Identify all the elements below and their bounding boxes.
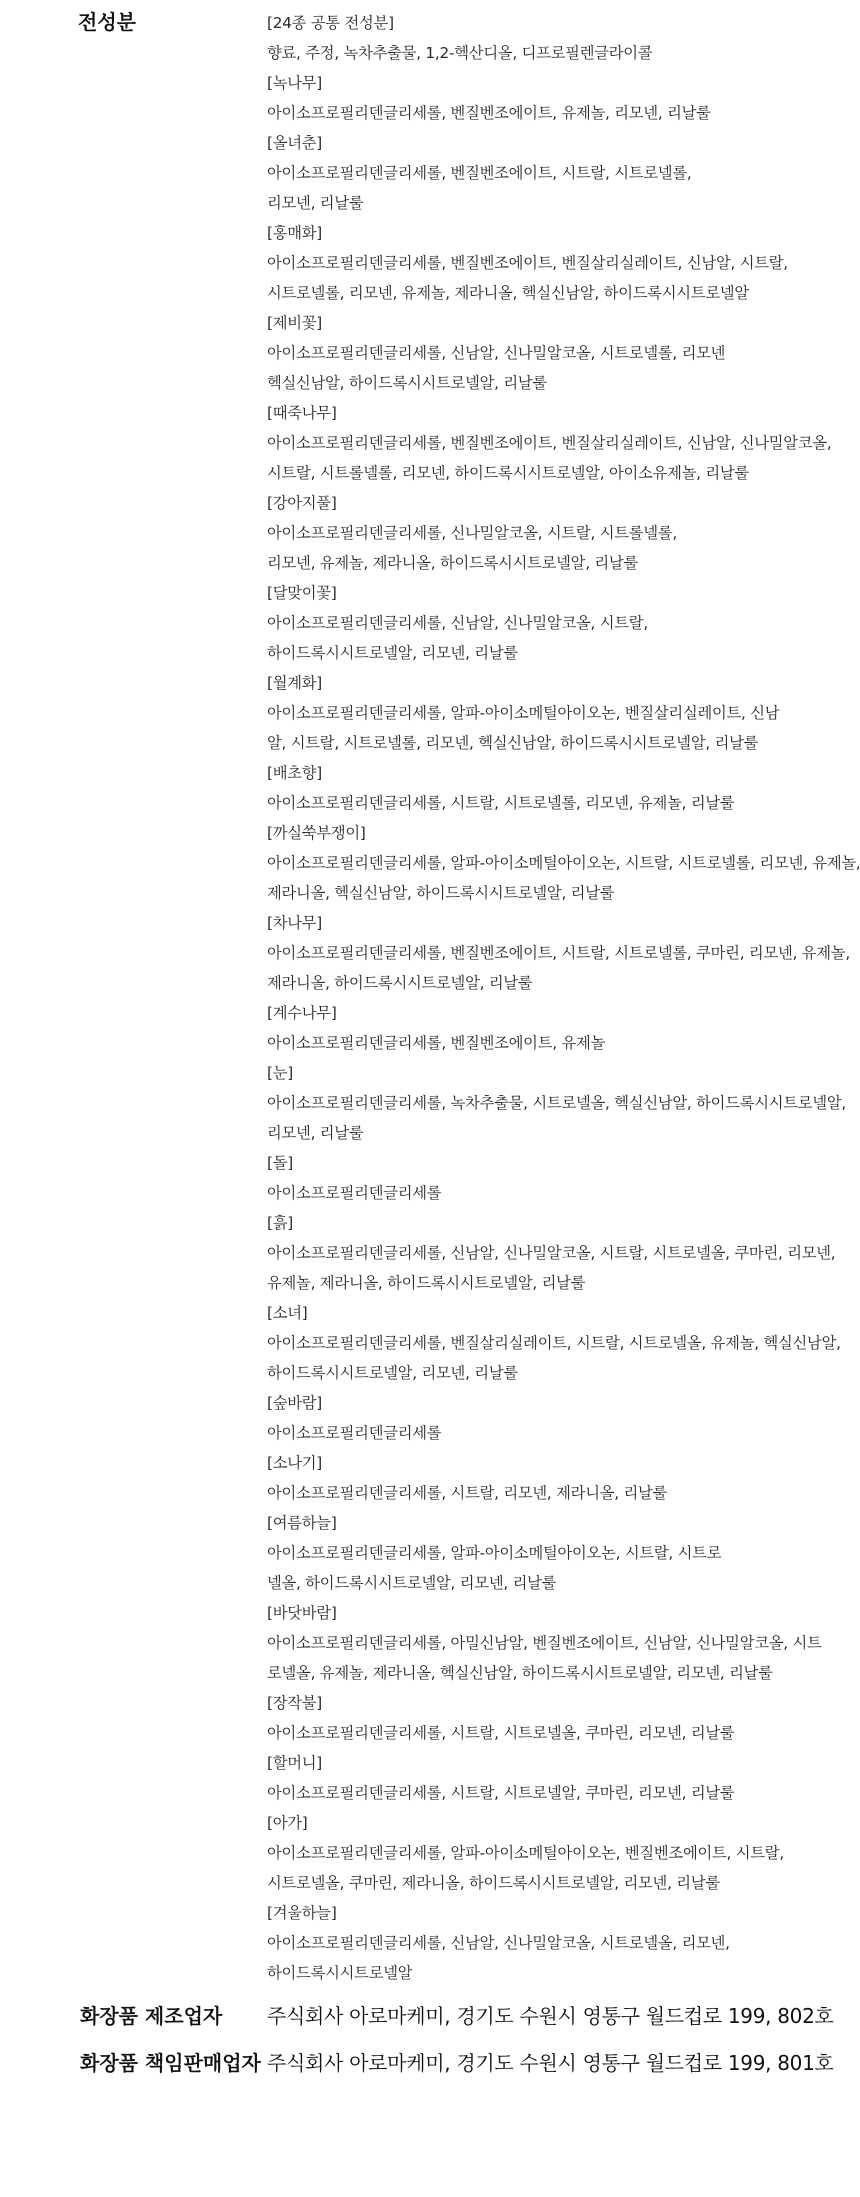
ingredient-group-title: [때죽나무] <box>267 404 337 422</box>
ingredient-line: 아이소프로필리덴글리세롤, 벤질살리실레이트, 시트랄, 시트로넬올, 유제놀, 헥실신남알, <box>267 1334 841 1352</box>
ingredient-line: 아이소프로필리덴글리세롤, 벤질벤조에이트, 벤질살리실레이트, 신남알, 시트랄, <box>267 254 788 272</box>
ingredient-group-title: [겨울하늘] <box>267 1904 337 1922</box>
ingredient-line: 아이소프로필리덴글리세롤, 벤질벤조에이트, 시트랄, 시트로넬롤, <box>267 164 692 182</box>
ingredient-group-title: [소나기] <box>267 1454 323 1472</box>
ingredient-group-title: [월계화] <box>267 674 323 692</box>
ingredient-group-title: [숲바람] <box>267 1394 323 1412</box>
ingredients-label: 전성분 <box>78 10 136 34</box>
ingredient-line: 아이소프로필리덴글리세롤, 시트랄, 시트로넬올, 쿠마린, 리모넨, 리날룰 <box>267 1724 735 1742</box>
ingredient-line: 헥실신남알, 하이드록시시트로넬알, 리날룰 <box>267 374 547 392</box>
ingredient-line: 아이소프로필리덴글리세롤, 알파-아이소메틸아이오논, 벤질살리실레이트, 신남 <box>267 704 780 722</box>
ingredient-line: 로넬올, 유제놀, 제라니올, 헥실신남알, 하이드록시시트로넬알, 리모넨, 리날룰 <box>267 1664 773 1682</box>
ingredient-line: 아이소프로필리덴글리세롤 <box>267 1184 442 1202</box>
ingredient-group-title: [흙] <box>267 1214 293 1232</box>
ingredient-line: 시트로넬롤, 리모넨, 유제놀, 제라니올, 헥실신남알, 하이드록시시트로넬알 <box>267 284 749 302</box>
manufacturer-value: 주식회사 아로마케미, 경기도 수원시 영통구 월드컵로 199, 802호 <box>267 2004 834 2028</box>
ingredient-line: 유제놀, 제라니올, 하이드록시시트로넬알, 리날룰 <box>267 1274 586 1292</box>
ingredient-group-title: [강아지풀] <box>267 494 337 512</box>
ingredient-group-title: [돌] <box>267 1154 293 1172</box>
ingredient-line: 하이드록시시트로넬알, 리모넨, 리날룰 <box>267 644 518 662</box>
ingredient-line: 아이소프로필리덴글리세롤, 벤질벤조에이트, 벤질살리실레이트, 신남알, 신나밀알코올, <box>267 434 832 452</box>
ingredient-group-title: [여름하늘] <box>267 1514 337 1532</box>
ingredient-line: 아이소프로필리덴글리세롤, 벤질벤조에이트, 시트랄, 시트로넬롤, 쿠마린, 리모넨, 유제놀, <box>267 944 850 962</box>
ingredient-group-title: [녹나무] <box>267 74 323 92</box>
ingredient-line: 알, 시트랄, 시트로넬롤, 리모넨, 헥실신남알, 하이드록시시트로넬알, 리날룰 <box>267 734 759 752</box>
ingredient-line: 아이소프로필리덴글리세롤, 신남알, 신나밀알코올, 시트로넬롤, 리모넨 <box>267 344 726 362</box>
ingredient-line: 아이소프로필리덴글리세롤, 녹차추출물, 시트로넬올, 헥실신남알, 하이드록시시트로넬알, <box>267 1094 847 1112</box>
ingredient-line: 제라니올, 헥실신남알, 하이드록시시트로넬알, 리날룰 <box>267 884 615 902</box>
ingredient-line: 아이소프로필리덴글리세롤, 아밀신남알, 벤질벤조에이트, 신남알, 신나밀알코올, 시트 <box>267 1634 822 1652</box>
seller-label: 화장품 책임판매업자 <box>80 2051 261 2075</box>
ingredient-line: 아이소프로필리덴글리세롤, 알파-아이소메틸아이오논, 벤질벤조에이트, 시트랄, <box>267 1844 784 1862</box>
ingredient-group-title: [장작불] <box>267 1694 323 1712</box>
ingredient-group-title: [할머니] <box>267 1754 323 1772</box>
ingredient-group-title: [소녀] <box>267 1304 308 1322</box>
ingredient-line: 시트로넬올, 쿠마린, 제라니올, 하이드록시시트로넬알, 리모넨, 리날룰 <box>267 1874 720 1892</box>
ingredient-group-title: [24종 공통 전성분] <box>267 14 394 32</box>
ingredient-group-title: [바닷바람] <box>267 1604 337 1622</box>
ingredient-group-title: [차나무] <box>267 914 323 932</box>
ingredient-line: 아이소프로필리덴글리세롤, 알파-아이소메틸아이오논, 시트랄, 시트로 <box>267 1544 722 1562</box>
ingredient-line: 하이드록시시트로넬알 <box>267 1964 413 1982</box>
ingredient-line: 아이소프로필리덴글리세롤, 시트랄, 시트로넬롤, 리모넨, 유제놀, 리날룰 <box>267 794 735 812</box>
ingredient-line: 아이소프로필리덴글리세롤, 신남알, 신나밀알코올, 시트랄, 시트로넬올, 쿠마린, 리모넨, <box>267 1244 836 1262</box>
ingredient-line: 아이소프로필리덴글리세롤 <box>267 1424 442 1442</box>
ingredient-group-title: [아가] <box>267 1814 308 1832</box>
ingredient-line: 아이소프로필리덴글리세롤, 신남알, 신나밀알코올, 시트랄, <box>267 614 648 632</box>
ingredient-group-title: [달맞이꽃] <box>267 584 337 602</box>
ingredient-line: 향료, 주정, 녹차추출물, 1,2-헥산디올, 디프로필렌글라이콜 <box>267 44 653 62</box>
ingredient-line: 넬올, 하이드록시시트로넬알, 리모넨, 리날룰 <box>267 1574 557 1592</box>
ingredient-line: 아이소프로필리덴글리세롤, 시트랄, 리모넨, 제라니올, 리날룰 <box>267 1484 668 1502</box>
ingredient-line: 아이소프로필리덴글리세롤, 신나밀알코올, 시트랄, 시트롤넬롤, <box>267 524 677 542</box>
ingredient-line: 리모넨, 유제놀, 제라니올, 하이드록시시트로넬알, 리날룰 <box>267 554 639 572</box>
ingredient-group-title: [제비꽃] <box>267 314 323 332</box>
ingredient-line: 아이소프로필리덴글리세롤, 신남알, 신나밀알코올, 시트로넬올, 리모넨, <box>267 1934 730 1952</box>
ingredient-line: 리모넨, 리날룰 <box>267 1124 364 1142</box>
ingredient-line: 아이소프로필리덴글리세롤, 알파-아이소메틸아이오논, 시트랄, 시트로넬롤, 리모넨, 유제놀, <box>267 854 860 872</box>
ingredient-line: 리모넨, 리날룰 <box>267 194 364 212</box>
ingredient-group-title: [올녀춘] <box>267 134 323 152</box>
ingredient-line: 하이드록시시트로넬알, 리모넨, 리날룰 <box>267 1364 518 1382</box>
ingredient-line: 시트랄, 시트롤넬롤, 리모넨, 하이드록시시트로넬알, 아이소유제놀, 리날룰 <box>267 464 749 482</box>
ingredient-group-title: [눈] <box>267 1064 293 1082</box>
ingredient-group-title: [계수나무] <box>267 1004 337 1022</box>
ingredient-line: 아이소프로필리덴글리세롤, 벤질벤조에이트, 유제놀, 리모넨, 리날룰 <box>267 104 711 122</box>
ingredient-line: 아이소프로필리덴글리세롤, 벤질벤조에이트, 유제놀 <box>267 1034 606 1052</box>
ingredients-list <box>267 8 860 1988</box>
ingredient-group-title: [배초향] <box>267 764 323 782</box>
ingredient-group-title: [까실쑥부쟁이] <box>267 824 366 842</box>
ingredient-line: 제라니올, 하이드록시시트로넬알, 리날룰 <box>267 974 533 992</box>
seller-value: 주식회사 아로마케미, 경기도 수원시 영통구 월드컵로 199, 801호 <box>267 2051 834 2075</box>
ingredient-group-title: [홍매화] <box>267 224 323 242</box>
ingredient-line: 아이소프로필리덴글리세롤, 시트랄, 시트로넬알, 쿠마린, 리모넨, 리날룰 <box>267 1784 735 1802</box>
manufacturer-label: 화장품 제조업자 <box>80 2004 223 2028</box>
